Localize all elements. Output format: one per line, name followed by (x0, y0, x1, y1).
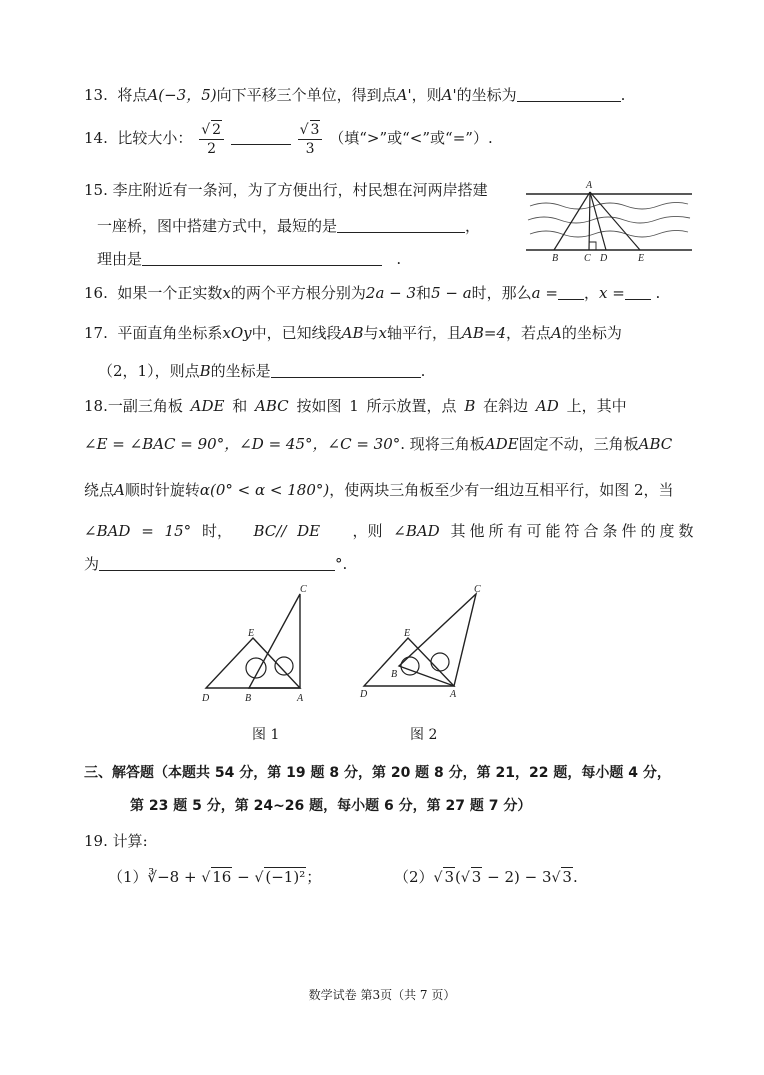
q19-p1-label: （1） (108, 868, 148, 886)
q18-text-b: 和 (232, 397, 248, 415)
hole-3 (401, 657, 419, 675)
q16-text-d: 时，那么 (471, 284, 532, 302)
q15-reason-blank[interactable] (142, 250, 382, 266)
fig2-label-a: A (450, 689, 457, 700)
q14-hint: （填“>”或“<”或“=”）. (329, 129, 493, 147)
bridge-AB (554, 192, 590, 250)
label-a: A (586, 180, 593, 191)
question-18-line-5 (84, 553, 347, 574)
q17-text-h: 的坐标是 (210, 362, 271, 380)
q17-text-e: ，若点 (506, 324, 552, 342)
q18-text-h: 绕点 (84, 481, 115, 499)
q18-abc: ABC (255, 397, 289, 415)
q15-comma: ， (465, 217, 481, 235)
q18-text-g: 固定不动，三角板 (518, 435, 639, 453)
question-17-line-2 (98, 360, 425, 381)
fig1-label-e: E (248, 628, 255, 639)
q17-period: . (420, 362, 426, 380)
fig1-label-a: A (297, 693, 304, 704)
q18-bad-15: ∠BAD = 15° (84, 522, 192, 540)
q19-p2-label: （2） (394, 868, 434, 886)
q16-text-c: 和 (416, 284, 432, 302)
q16-text-b: 的两个平方根分别为 (230, 284, 366, 302)
fig2-label-e: E (404, 628, 411, 639)
q18-angles: ∠E = ∠BAC = 90°，∠D = 45°，∠C = 30° (84, 435, 401, 453)
q16-a-eq: a = (531, 284, 558, 302)
q18-text-k: 时， (201, 522, 232, 540)
triangle-ade-2 (364, 638, 454, 686)
figure-1 (196, 582, 326, 710)
q13-text-d: 的坐标为 (456, 86, 517, 104)
hole-4 (431, 653, 449, 671)
q18-ade-2: ADE (484, 435, 519, 453)
question-19-part-2: （2）√ 3(√ 3 − 2) − 3√ 3. (394, 868, 578, 886)
q18-degree-end: °. (335, 555, 348, 573)
q18-text-j: ，使两块三角板至少有一组边互相平行，如图 2，当 (329, 481, 674, 499)
q13-point-a1: A' (396, 86, 412, 104)
question-15-line-3 (97, 248, 401, 269)
q17-text-a: 平面直角坐标系 (117, 324, 223, 342)
q19-p1-cbrt: ∛−8 + (147, 868, 202, 886)
section-3-heading-line-1: 三、解答题（本题共 54 分，第 19 题 8 分，第 20 题 8 分，第 21，22 题，每小题 4 分， (84, 765, 671, 781)
q17-text-g: （2，1），则点 (98, 362, 200, 380)
q13-point: A(−3，5) (147, 86, 217, 104)
q17-text-d: 轴平行，且 (387, 324, 463, 342)
q18-parallel: BC// DE (253, 522, 321, 540)
q18-text-m: 其他所有可能符合条件的度数 (450, 522, 698, 540)
question-18-line-3 (84, 479, 674, 500)
right-angle-mark (589, 242, 596, 250)
q16-text-a: 如果一个正实数 (117, 284, 223, 302)
q13-point-a2: A' (441, 86, 457, 104)
q18-b: B (464, 397, 476, 415)
q19-p1-sqrt16: 16 (212, 868, 232, 886)
section-3-heading-line-2: 第 23 题 5 分，第 24~26 题，每小题 6 分，第 27 题 7 分） (130, 798, 532, 814)
q14-text: 比较大小： (117, 129, 193, 147)
q15-answer-blank[interactable] (337, 217, 465, 233)
bridge-AC (589, 192, 590, 250)
q16-expr-1: 2a − 3 (365, 284, 417, 302)
wave-3 (530, 230, 688, 237)
question-19-part-1: （1）∛−8 + √ 16 − √ (−1)²； (108, 868, 322, 886)
question-18-line-1 (84, 395, 627, 416)
q13-text-b: 向下平移三个单位，得到点 (216, 86, 397, 104)
q16-number: 16. (84, 284, 108, 302)
q13-answer-blank[interactable] (517, 86, 621, 102)
label-d: D (600, 253, 608, 264)
q19-p2-end: . (572, 868, 578, 886)
q14-fraction-2: $\frac{√ 3}{3}$ (298, 120, 323, 158)
question-15-line-2 (97, 215, 480, 236)
figure-2-caption: 图 2 (410, 727, 438, 743)
q14-answer-blank[interactable] (231, 129, 291, 145)
figure-1-caption: 图 1 (252, 727, 280, 743)
q19-p2-sqrt3-b: 3 (471, 868, 482, 886)
q14-f1-num: 2 (212, 122, 222, 138)
q16-period: . (655, 284, 661, 302)
q18-ade: ADE (190, 397, 225, 415)
figure-2 (354, 582, 490, 710)
q19-p1-end: ； (306, 868, 322, 886)
q17-answer-blank[interactable] (271, 362, 421, 378)
q19-p1-inner: (−1)² (265, 868, 306, 886)
q18-bad: ∠BAD (393, 522, 440, 540)
q15-text-2: 一座桥，图中搭建方式中，最短的是 (97, 217, 338, 235)
q18-text-c: 按如图 1 所示放置，点 (296, 397, 457, 415)
q18-text-l: ，则 (352, 522, 383, 540)
q17-b: B (199, 362, 211, 380)
question-17-line-1 (84, 322, 622, 343)
question-14 (84, 120, 493, 158)
q17-ab-eq: AB=4 (462, 324, 506, 342)
q13-period: . (620, 86, 626, 104)
q18-text-i: 顺时针旋转 (124, 481, 200, 499)
q14-f1-den: 2 (207, 141, 217, 157)
q19-p2-paren: ( (455, 868, 461, 886)
q18-answer-blank[interactable] (99, 555, 335, 571)
fig2-label-c: C (474, 584, 481, 595)
q16-x: x (222, 284, 231, 302)
question-13 (84, 84, 625, 105)
q13-number: 13. (84, 86, 108, 104)
q17-a: A (551, 324, 562, 342)
q14-number: 14. (84, 129, 108, 147)
q19-p2-minus: − 2) − 3 (482, 868, 552, 886)
fig2-label-b: B (391, 669, 398, 680)
q16-a-blank[interactable] (558, 284, 584, 300)
q17-text-f: 的坐标为 (561, 324, 622, 342)
q16-comma: ， (583, 284, 599, 302)
q15-period: . (396, 250, 402, 268)
wave-1 (530, 202, 688, 209)
q17-ab: AB (341, 324, 364, 342)
q18-abc-2: ABC (638, 435, 673, 453)
page-footer: 数学试卷 第3页（共 7 页） (308, 988, 456, 1002)
fig2-label-d: D (360, 689, 368, 700)
q19-p1-minus: − (232, 868, 255, 886)
fig1-label-b: B (245, 693, 252, 704)
question-18-line-2 (84, 433, 672, 454)
q18-text-n: 为 (84, 555, 100, 573)
river-bridge-figure (516, 178, 698, 264)
fig1-label-d: D (202, 693, 210, 704)
q14-f2-num: 3 (310, 122, 320, 138)
fig1-label-c: C (300, 584, 307, 595)
q14-fraction-1: $\frac{√ 2}{2}$ (199, 120, 224, 158)
label-c: C (584, 253, 591, 264)
question-15-line-1: 15. 李庄附近有一条河，为了方便出行，村民想在河两岸搭建 (84, 181, 488, 199)
q16-x-eq: x = (598, 284, 625, 302)
q17-text-c: 与 (363, 324, 379, 342)
question-19-title: 19. 计算: (84, 832, 148, 850)
q17-number: 17. (84, 324, 108, 342)
q19-p2-sqrt3-c: 3 (562, 868, 572, 886)
q18-ad: AD (535, 397, 559, 415)
q16-x-blank[interactable] (625, 284, 651, 300)
q18-text-d: 在斜边 (483, 397, 529, 415)
label-b: B (552, 253, 559, 264)
q18-point-a: A (114, 481, 125, 499)
q18-text-e: 上，其中 (566, 397, 627, 415)
q19-p2-sqrt3-a: 3 (444, 868, 455, 886)
q17-xoy: xOy (222, 324, 252, 342)
q14-f2-den: 3 (305, 141, 315, 157)
q18-text-a: 18.一副三角板 (84, 397, 183, 415)
q17-x: x (378, 324, 388, 342)
question-16 (84, 282, 660, 303)
q18-alpha: α(0° < α < 180°) (199, 481, 330, 499)
q13-text-c: ，则 (411, 86, 442, 104)
label-e: E (638, 253, 645, 264)
question-18-line-4 (84, 520, 698, 541)
q16-expr-2: 5 − a (431, 284, 472, 302)
wave-2 (528, 216, 690, 223)
hole-2 (275, 657, 293, 675)
q15-text-3: 理由是 (97, 250, 143, 268)
q18-text-f: . 现将三角板 (400, 435, 485, 453)
q17-text-b: 中，已知线段 (251, 324, 342, 342)
q13-text: 将点 (117, 86, 148, 104)
